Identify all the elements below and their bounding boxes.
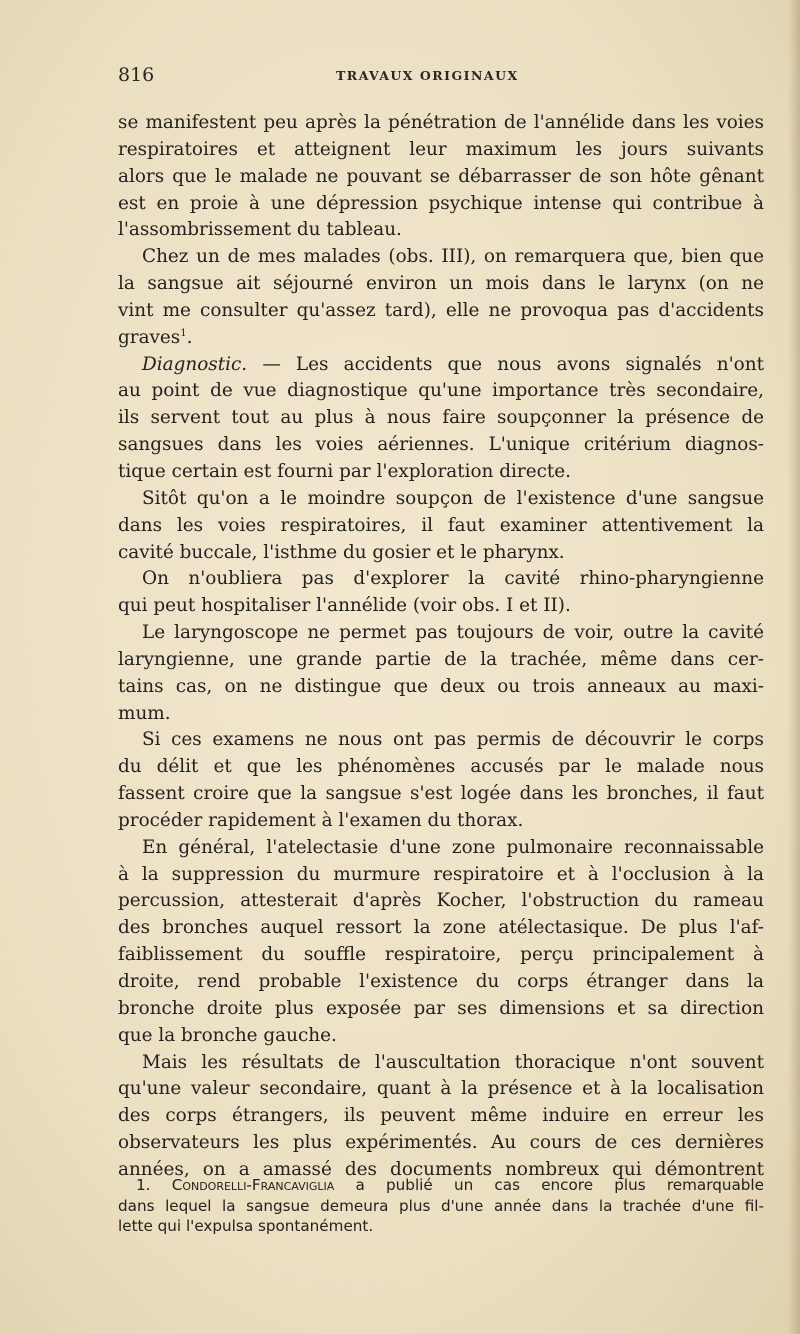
text-line: Le laryngoscope ne permet pas toujours de voir, outre la cavité (142, 622, 764, 644)
text-fragment: — Les accidents que nous avons signalés n'ont (262, 353, 764, 375)
footnote-line: lette qui l'expulsa spontanément. (118, 1217, 374, 1235)
text-line: au point de vue diagnostique qu'une importance très secondaire, (118, 380, 764, 402)
footnote-reference: 1 (180, 327, 187, 339)
text-line: se manifestent peu après la pénétration de l'annélide dans les voies (118, 112, 764, 133)
text-line: observateurs les plus expérimentés. Au cours de ces dernières (118, 1132, 764, 1154)
running-title: TRAVAUX ORIGINAUX (336, 68, 519, 83)
text-line: cavité buccale, l'isthme du gosier et le pharynx. (118, 541, 565, 563)
text-line: Chez un de mes malades (obs. III), on remarquera que, bien que (142, 246, 764, 268)
footnote-number: 1. (136, 1176, 151, 1194)
text-line: dans les voies respiratoires, il faut examiner attentivement la (118, 514, 764, 536)
page-header (118, 64, 764, 94)
text-line-diagnostic (118, 352, 764, 379)
page-number: 816 (118, 64, 155, 86)
text-line: Si ces examens ne nous ont pas permis de découvrir le corps (142, 729, 764, 751)
text-line: que la bronche gauche. (118, 1024, 337, 1046)
section-heading-diagnostic: Diagnostic. (142, 353, 248, 375)
text-line: à la suppression du murmure respiratoire et à l'occlusion à la (118, 863, 764, 885)
text-line: la sangsue ait séjourné environ un mois dans le larynx (on ne (118, 273, 764, 295)
footnote-author: Condorelli-Francaviglia (171, 1176, 335, 1194)
text-line: On n'oubliera pas d'explorer la cavité rhino-pharyngienne (142, 568, 764, 590)
text-line: droite, rend probable l'existence du corps étranger dans la (118, 971, 764, 992)
page-edge-shadow (788, 0, 800, 1334)
text-line: des bronches auquel ressort la zone atélectasique. De plus l'af- (118, 917, 764, 939)
footnote (118, 1175, 764, 1237)
text-line: Sitôt qu'on a le moindre soupçon de l'existence d'une sangsue (142, 487, 764, 509)
text-line: ils servent tout au plus à nous faire soupçonner la présence de (118, 407, 764, 429)
text-line: laryngienne, une grande partie de la trachée, même dans cer- (118, 648, 764, 670)
text-line: sangsues dans les voies aériennes. L'unique critérium diagnos- (118, 434, 764, 456)
text-line: respiratoires et atteignent leur maximum les jours suivants (118, 138, 764, 160)
text-line: percussion, attesterait d'après Kocher, l'obstruction du rameau (118, 890, 764, 912)
text-line: du délit et que les phénomènes accusés par le malade nous (118, 756, 764, 778)
text-fragment: graves (118, 326, 181, 348)
text-line: tains cas, on ne distingue que deux ou trois anneaux au maxi- (118, 675, 764, 697)
text-line: vint me consulter qu'assez tard), elle ne provoqua pas d'accidents (118, 299, 764, 321)
text-line-graves (118, 325, 764, 352)
text-line: En général, l'atelectasie d'une zone pulmonaire reconnaissable (142, 836, 764, 858)
text-line: faiblissement du souffle respiratoire, perçu principalement à (118, 944, 764, 966)
text-line: tique certain est fourni par l'exploration directe. (118, 460, 571, 482)
body-text (118, 110, 764, 1184)
text-line: fassent croire que la sangsue s'est logée dans les bronches, il faut (118, 783, 764, 805)
text-fragment: . (186, 326, 193, 348)
text-line: qui peut hospitaliser l'annélide (voir obs. I et II). (118, 595, 571, 617)
text-line: l'assombrissement du tableau. (118, 219, 402, 241)
text-line: bronche droite plus exposée par ses dimensions et sa direction (118, 997, 764, 1019)
footnote-line (118, 1175, 764, 1196)
footnote-text: a publié un cas encore plus remarquable (355, 1176, 764, 1194)
text-line: des corps étrangers, ils peuvent même induire en erreur les (118, 1105, 764, 1127)
footnote-line: dans lequel la sangsue demeura plus d'une année dans la trachée d'une fil- (118, 1196, 764, 1215)
text-line: Mais les résultats de l'auscultation thoracique n'ont souvent (142, 1051, 764, 1073)
text-line: est en proie à une dépression psychique intense qui contribue à (118, 192, 764, 214)
text-line: qu'une valeur secondaire, quant à la présence et à la localisation (118, 1078, 764, 1100)
text-line: procéder rapidement à l'examen du thorax. (118, 809, 524, 831)
text-line: alors que le malade ne pouvant se débarrasser de son hôte gênant (118, 165, 764, 187)
text-line: mum. (118, 702, 171, 724)
text-line: années, on a amassé des documents nombreux qui démontrent (118, 1158, 764, 1180)
